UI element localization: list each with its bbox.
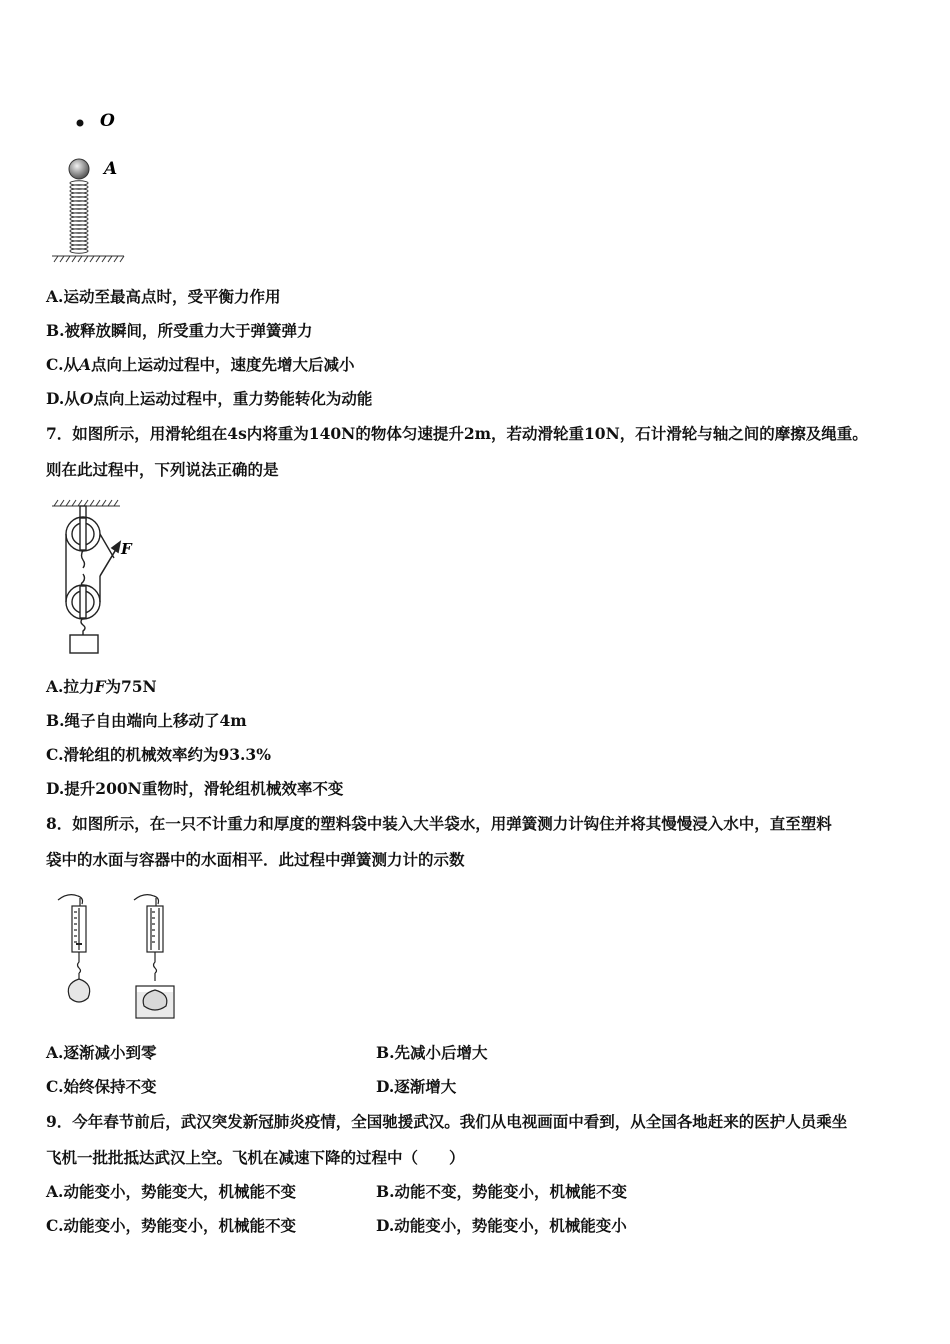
q9-stem-line1: 9．今年春节前后，武汉突发新冠肺炎疫情，全国驰援武汉。我们从电视画面中看到，从全国各地赶来的医护人员乘坐	[46, 1112, 848, 1131]
q7-stem-line2: 则在此过程中，下列说法正确的是	[46, 460, 279, 479]
option-text: 被释放瞬间，所受重力大于弹簧弹力	[64, 321, 313, 340]
q8-stem-line1: 8．如图所示，在一只不计重力和厚度的塑料袋中装入大半袋水，用弹簧测力计钩住并将其慢慢浸入水中，直至塑料	[46, 814, 832, 833]
q8-option-c	[46, 1077, 156, 1097]
option-letter: B.	[376, 1182, 395, 1201]
q6-option-c	[46, 355, 355, 375]
q8-option-d	[376, 1077, 456, 1097]
option-letter: D.	[46, 389, 65, 408]
ceiling	[52, 500, 120, 506]
option-text: 拉力	[63, 677, 95, 696]
option-letter: B.	[46, 321, 65, 340]
spring-scale-figure	[44, 888, 204, 1024]
spring-scale-left	[58, 895, 90, 1002]
option-text: 逐渐增大	[394, 1077, 457, 1096]
option-letter: A.	[46, 1043, 64, 1062]
option-text: 提升200N重物时，滑轮组机械效率不变	[64, 779, 344, 798]
q6-option-a	[46, 287, 280, 307]
option-letter: B.	[46, 711, 65, 730]
spring-ball-figure	[44, 104, 144, 270]
q9-option-d	[376, 1216, 627, 1236]
q7-option-a	[46, 677, 157, 697]
option-text: 绳子自由端向上移动了4m	[64, 711, 247, 730]
q6-option-b	[46, 321, 313, 341]
option-text: 动能变小，势能变小，机械能变小	[394, 1216, 627, 1235]
force-arrow	[100, 542, 120, 576]
option-letter: A.	[46, 287, 64, 306]
option-text: 先减小后增大	[394, 1043, 488, 1062]
option-text: 为75N	[105, 677, 157, 696]
force-label: F	[121, 540, 132, 558]
option-text: 动能变小，势能变小，机械能不变	[63, 1216, 296, 1235]
option-text: 滑轮组的机械效率约为93.3%	[63, 745, 271, 764]
variable: A	[78, 355, 92, 374]
option-letter: B.	[376, 1043, 395, 1062]
q7-stem-line1: 7．如图所示，用滑轮组在4s内将重为140N的物体匀速提升2m，若动滑轮重10N，石计滑轮与轴之间的摩擦及绳重。	[46, 424, 868, 443]
q6-option-d	[46, 389, 372, 409]
movable-pulley	[66, 585, 100, 619]
option-letter: C.	[46, 355, 64, 374]
option-letter: D.	[376, 1077, 395, 1096]
option-letter: C.	[46, 745, 64, 764]
option-text: 运动至最高点时，受平衡力作用	[63, 287, 281, 306]
option-letter: D.	[46, 779, 65, 798]
fixed-pulley	[66, 506, 100, 551]
q9-option-b	[376, 1182, 627, 1202]
option-text: 从	[63, 355, 79, 374]
q8-option-a	[46, 1043, 156, 1063]
option-letter: D.	[376, 1216, 395, 1235]
variable: F	[94, 677, 106, 696]
option-letter: C.	[46, 1077, 64, 1096]
q7-option-d	[46, 779, 343, 799]
spring-scale-right	[134, 895, 174, 1018]
option-letter: C.	[46, 1216, 64, 1235]
option-letter: A.	[46, 1182, 64, 1201]
option-text: 逐渐减小到零	[63, 1043, 157, 1062]
rope	[66, 534, 114, 602]
spring	[70, 181, 88, 253]
q8-stem-line2: 袋中的水面与容器中的水面相平．此过程中弹簧测力计的示数	[46, 850, 465, 869]
q7-option-b	[46, 711, 247, 731]
q9-option-c	[46, 1216, 296, 1236]
pulley-system-figure	[44, 496, 154, 660]
variable: O	[79, 389, 94, 408]
q9-option-a	[46, 1182, 296, 1202]
option-text: 动能变小，势能变大，机械能不变	[63, 1182, 296, 1201]
hook-and-weight	[70, 618, 98, 653]
option-text: 点向上运动过程中，速度先增大后减小	[91, 355, 355, 374]
point-a-label: A	[104, 159, 118, 179]
ball	[69, 159, 89, 179]
option-text: 从	[64, 389, 80, 408]
option-text: 动能不变，势能变小，机械能不变	[394, 1182, 628, 1201]
ground	[52, 256, 124, 262]
point-o-dot	[77, 120, 84, 127]
option-text: 点向上运动过程中，重力势能转化为动能	[93, 389, 373, 408]
q7-option-c	[46, 745, 271, 765]
q9-stem-line2: 飞机一批批抵达武汉上空。飞机在减速下降的过程中（ ）	[46, 1148, 465, 1167]
point-o-label: O	[100, 111, 115, 131]
q8-option-b	[376, 1043, 488, 1063]
option-text: 始终保持不变	[63, 1077, 157, 1096]
option-letter: A.	[46, 677, 64, 696]
